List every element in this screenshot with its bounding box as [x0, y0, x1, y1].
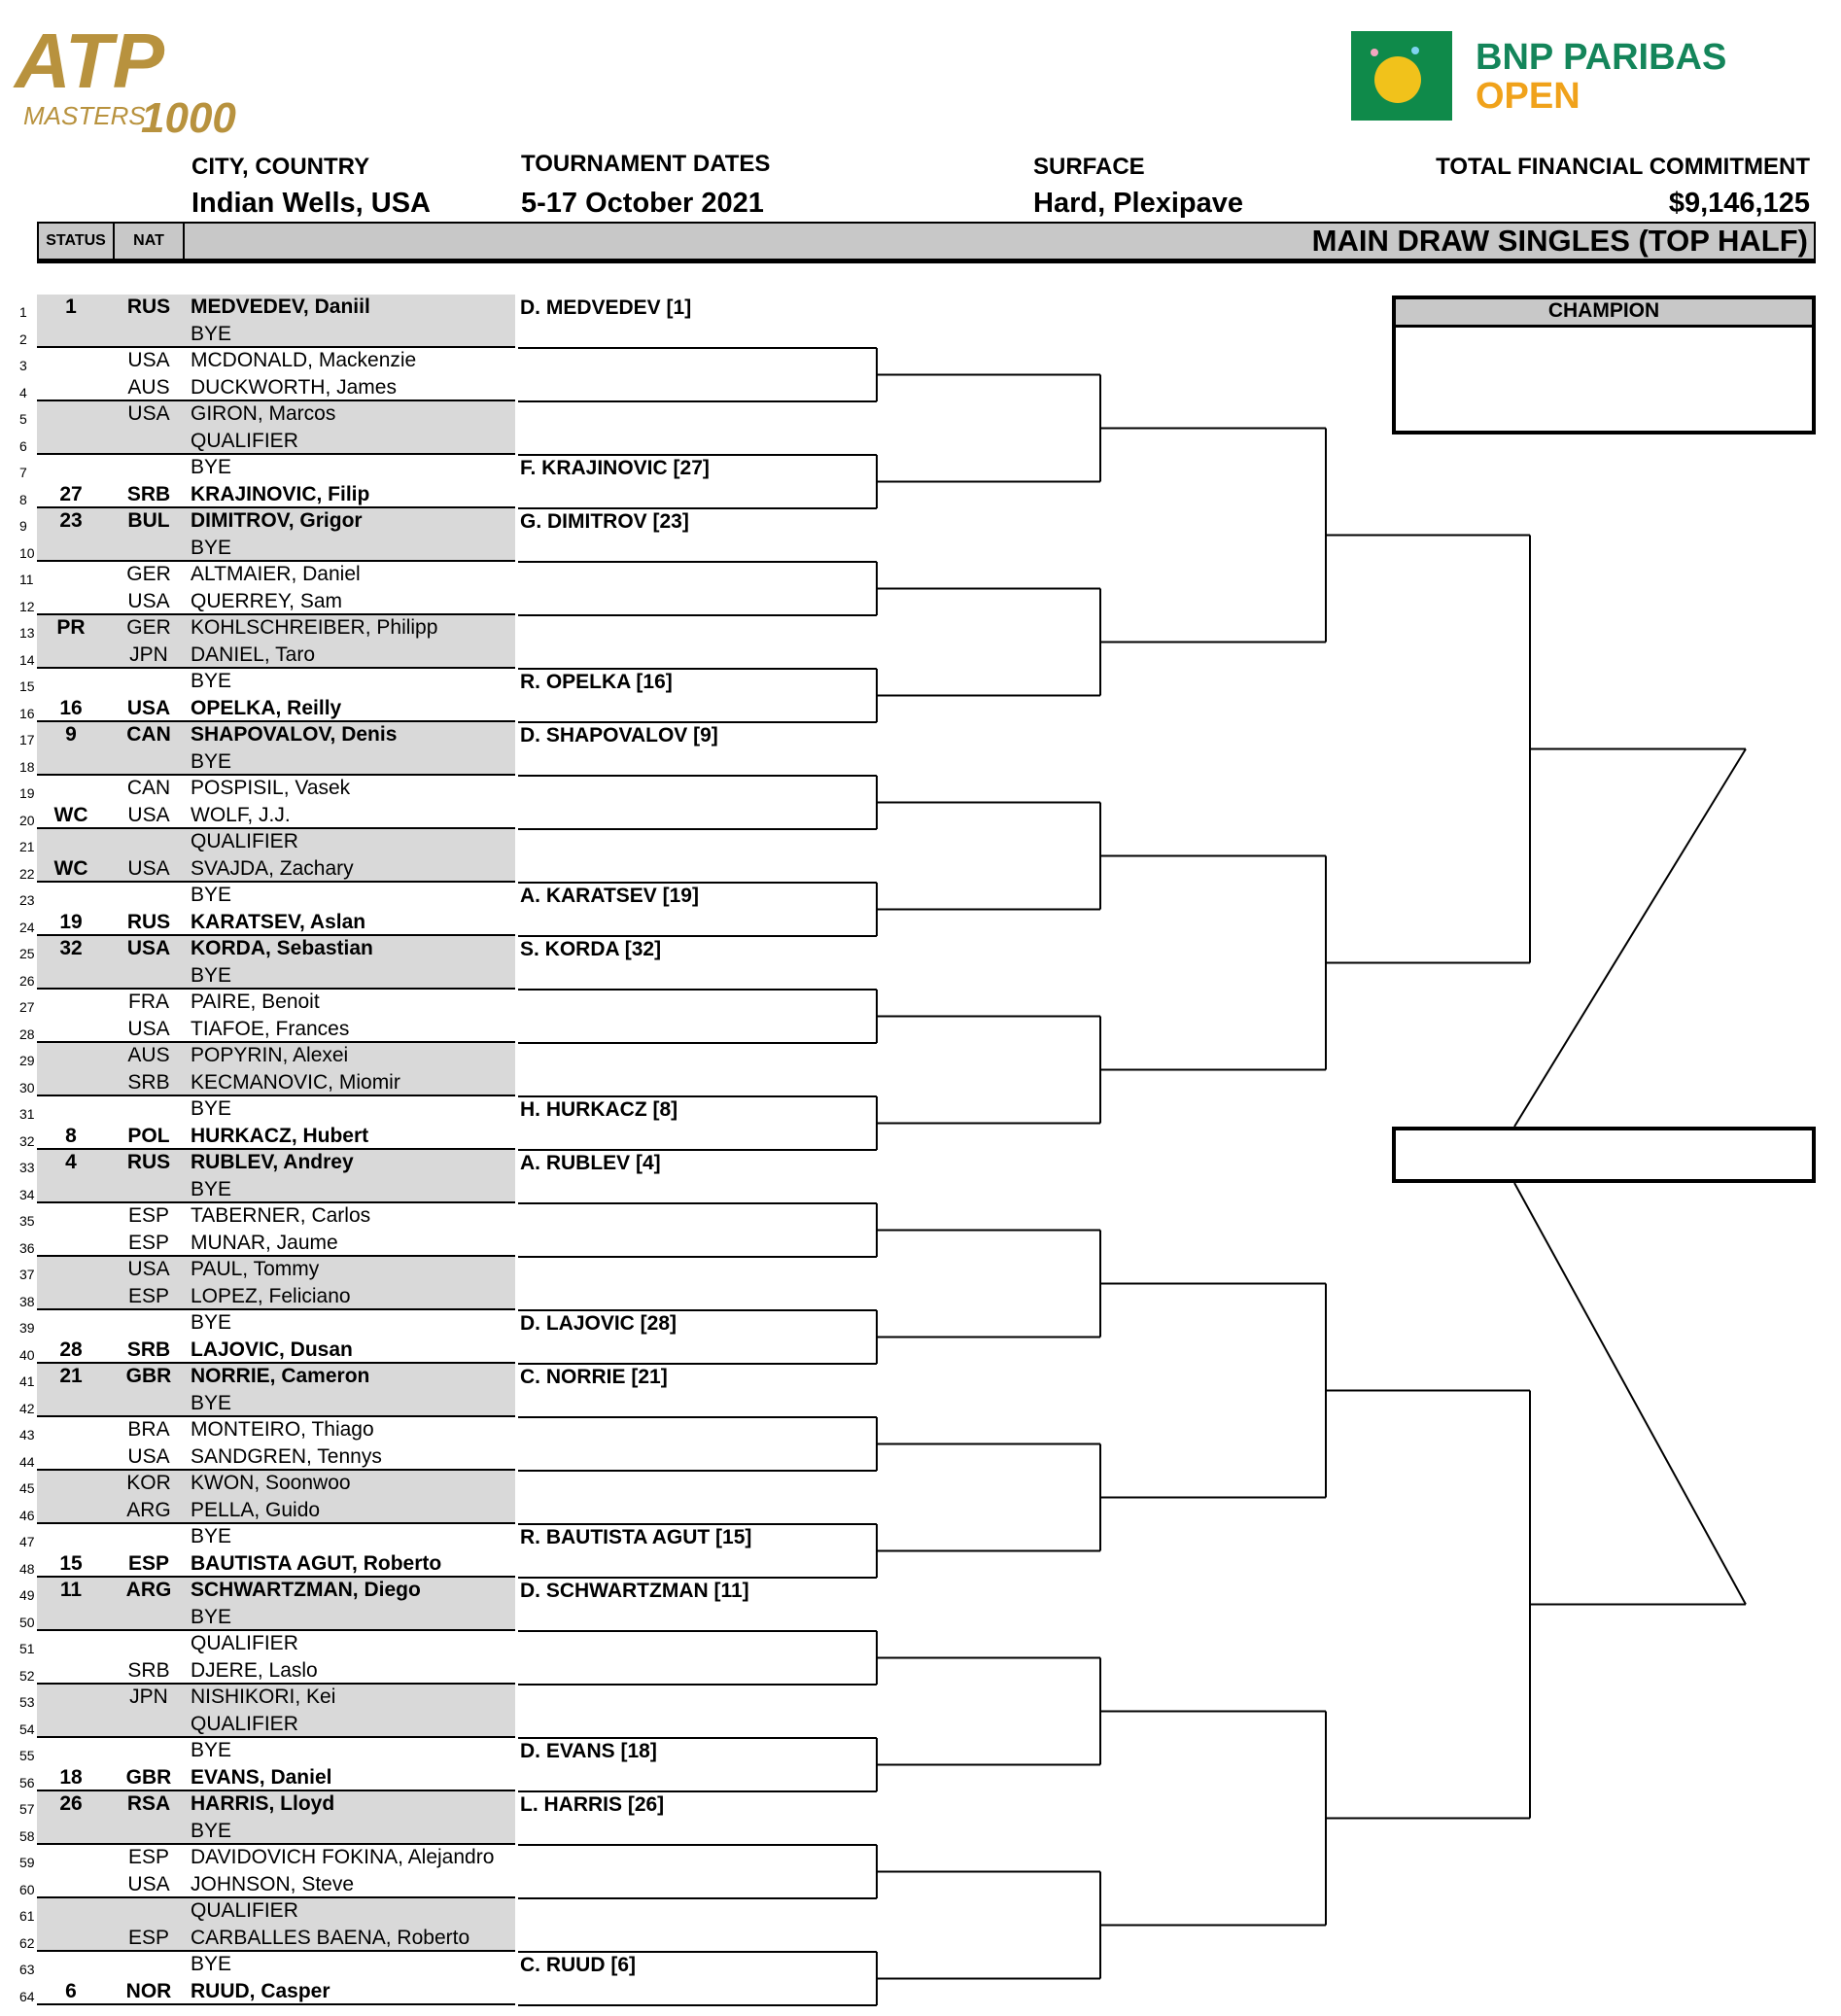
player-name: CARBALLES BAENA, Roberto	[191, 1926, 470, 1949]
city-value: Indian Wells, USA	[191, 188, 432, 219]
draw-position: 24	[19, 919, 35, 935]
draw-position: 2	[19, 330, 27, 347]
player-name: PAIRE, Benoit	[191, 991, 320, 1013]
nationality: JPN	[129, 643, 168, 666]
player-name: EVANS, Daniel	[191, 1765, 332, 1789]
draw-position: 25	[19, 946, 35, 961]
nationality: RUS	[126, 1151, 171, 1173]
player-name: QUERREY, Sam	[191, 589, 342, 612]
nationality: ESP	[127, 1231, 170, 1254]
nationality: GBR	[125, 1765, 172, 1789]
player-name: TABERNER, Carlos	[191, 1204, 371, 1227]
draw-position: 21	[19, 839, 35, 854]
nationality: ESP	[127, 1926, 170, 1949]
draw-position: 43	[19, 1427, 35, 1442]
round2-entry: D. EVANS [18]	[520, 1740, 657, 1762]
status-seed: 16	[59, 696, 83, 719]
draw-position: 63	[19, 1962, 35, 1977]
draw-position: 37	[19, 1267, 35, 1282]
status-seed: 27	[59, 482, 83, 505]
draw-position: 9	[19, 518, 27, 534]
status-seed: WC	[53, 856, 88, 880]
draw-position: 57	[19, 1801, 35, 1817]
draw-position: 47	[19, 1534, 35, 1549]
player-name: POPYRIN, Alexei	[191, 1044, 349, 1066]
player-name: RUBLEV, Andrey	[191, 1151, 354, 1173]
draw-title: MAIN DRAW SINGLES (TOP HALF)	[185, 224, 1814, 259]
status-seed: 26	[59, 1792, 83, 1815]
nationality: USA	[127, 589, 170, 612]
draw-position: 11	[19, 572, 34, 587]
draw-position: 44	[19, 1453, 35, 1470]
player-name: SVAJDA, Zachary	[191, 856, 354, 880]
round2-entry: R. BAUTISTA AGUT [15]	[520, 1526, 752, 1548]
player-name: KRAJINOVIC, Filip	[191, 482, 370, 505]
draw-position: 22	[19, 865, 35, 882]
draw-position: 6	[19, 437, 27, 454]
nationality: SRB	[126, 1338, 171, 1361]
player-name: DAVIDOVICH FOKINA, Alejandro	[191, 1846, 495, 1868]
status-seed: 8	[65, 1124, 77, 1147]
draw-position: 16	[19, 705, 35, 721]
round2-entry: D. MEDVEDEV [1]	[520, 296, 692, 319]
champion-label: CHAMPION	[1396, 299, 1812, 328]
draw-position: 33	[19, 1160, 35, 1175]
draw-position: 7	[19, 465, 27, 480]
player-name: BYE	[191, 1311, 232, 1334]
player-name: BYE	[191, 456, 232, 478]
nationality: USA	[127, 1872, 170, 1895]
draw-position: 48	[19, 1560, 35, 1577]
round2-entry: G. DIMITROV [23]	[520, 510, 689, 533]
player-name: HARRIS, Lloyd	[191, 1792, 335, 1815]
draw-position: 56	[19, 1774, 35, 1790]
draw-position: 55	[19, 1748, 35, 1763]
draw-position: 4	[19, 384, 27, 400]
player-name: KECMANOVIC, Miomir	[191, 1070, 400, 1094]
draw-position: 18	[19, 758, 35, 775]
champion-box	[1392, 295, 1816, 434]
draw-position: 5	[19, 411, 27, 427]
player-name: HURKACZ, Hubert	[191, 1124, 369, 1147]
player-name: POSPISIL, Vasek	[191, 777, 351, 799]
nationality: SRB	[127, 1070, 170, 1094]
round2-entry: D. SHAPOVALOV [9]	[520, 724, 718, 747]
final-diagonal	[1514, 1183, 1746, 1605]
draw-position: 3	[19, 358, 27, 373]
draw-position: 40	[19, 1346, 35, 1363]
player-name: BYE	[191, 322, 232, 345]
player-name: KOHLSCHREIBER, Philipp	[191, 616, 438, 639]
nat-column-header: NAT	[115, 224, 185, 259]
finalist-box	[1392, 1127, 1816, 1183]
round2-entry: C. RUUD [6]	[520, 1954, 636, 1976]
nationality: USA	[127, 1017, 170, 1040]
player-name: BYE	[191, 1391, 232, 1414]
nationality: AUS	[127, 375, 170, 399]
nationality: USA	[127, 402, 170, 425]
player-name: GIRON, Marcos	[191, 402, 336, 425]
player-name: BYE	[191, 1097, 232, 1120]
draw-position: 38	[19, 1293, 35, 1309]
nationality: RSA	[126, 1792, 171, 1815]
status-column-header: STATUS	[39, 224, 115, 259]
draw-position: 50	[19, 1614, 35, 1630]
player-name: QUALIFIER	[191, 1712, 298, 1735]
draw-position: 54	[19, 1721, 35, 1737]
round2-entry: H. HURKACZ [8]	[520, 1098, 678, 1121]
nationality: CAN	[126, 777, 171, 799]
round2-entry: L. HARRIS [26]	[520, 1793, 665, 1816]
status-seed: 19	[59, 910, 83, 933]
draw-position: 34	[19, 1186, 35, 1202]
round2-entry: S. KORDA [32]	[520, 938, 662, 960]
draw-position: 62	[19, 1934, 35, 1951]
player-name: BYE	[191, 963, 232, 987]
status-seed: PR	[56, 616, 86, 639]
nationality: USA	[127, 803, 170, 826]
nationality: BUL	[127, 509, 170, 532]
nationality: GBR	[125, 1365, 172, 1387]
draw-position: 60	[19, 1881, 35, 1897]
draw-position: 1	[19, 304, 27, 320]
player-name: MCDONALD, Mackenzie	[191, 349, 417, 371]
player-name: BAUTISTA AGUT, Roberto	[191, 1551, 442, 1575]
nationality: ARG	[125, 1579, 172, 1601]
draw-position: 13	[19, 625, 35, 641]
nationality: SRB	[127, 1658, 170, 1682]
nationality: USA	[127, 349, 170, 371]
player-name: PELLA, Guido	[191, 1498, 321, 1521]
draw-position: 8	[19, 491, 27, 507]
player-name: MONTEIRO, Thiago	[191, 1418, 374, 1441]
player-name: BYE	[191, 884, 232, 906]
draw-position: 32	[19, 1132, 35, 1149]
bnp-logo-line2: OPEN	[1476, 76, 1580, 117]
nationality: AUS	[127, 1044, 170, 1066]
draw-position: 53	[19, 1694, 35, 1710]
nationality: ESP	[127, 1551, 170, 1575]
draw-position: 15	[19, 678, 35, 694]
draw-position: 30	[19, 1079, 35, 1095]
player-name: DJERE, Laslo	[191, 1658, 318, 1682]
player-name: MEDVEDEV, Daniil	[191, 295, 370, 318]
atp-logo-sub: MASTERS	[23, 101, 146, 130]
commitment-value: $9,146,125	[1668, 188, 1810, 219]
nationality: USA	[127, 856, 170, 880]
draw-position: 61	[19, 1908, 35, 1924]
status-seed: 4	[65, 1151, 77, 1173]
player-name: LOPEZ, Feliciano	[191, 1284, 351, 1307]
draw-position: 27	[19, 999, 35, 1015]
nationality: GER	[126, 563, 171, 585]
draw-position: 64	[19, 1988, 35, 2004]
draw-position: 46	[19, 1507, 35, 1523]
status-seed: 32	[59, 937, 83, 959]
status-seed: 11	[59, 1579, 83, 1601]
nationality: JPN	[129, 1686, 168, 1708]
player-name: QUALIFIER	[191, 1632, 298, 1654]
player-name: JOHNSON, Steve	[191, 1872, 355, 1895]
draw-position: 10	[19, 544, 35, 561]
draw-position: 58	[19, 1827, 35, 1844]
player-name: BYE	[191, 670, 232, 692]
player-name: BYE	[191, 1953, 232, 1975]
player-name: NISHIKORI, Kei	[191, 1686, 336, 1708]
nationality: USA	[126, 696, 171, 719]
status-seed: 9	[65, 723, 77, 746]
player-name: BYE	[191, 1525, 232, 1547]
player-name: QUALIFIER	[191, 429, 298, 452]
draw-position: 49	[19, 1587, 35, 1603]
draw-position: 42	[19, 1400, 35, 1416]
nationality: POL	[127, 1124, 170, 1147]
player-name: BYE	[191, 749, 232, 773]
nationality: ESP	[127, 1204, 170, 1227]
nationality: USA	[127, 1444, 170, 1468]
status-seed: 6	[65, 1979, 77, 2002]
round2-entry: C. NORRIE [21]	[520, 1366, 668, 1388]
player-name: BYE	[191, 1819, 232, 1842]
player-name: KWON, Soonwoo	[191, 1472, 351, 1494]
player-name: RUUD, Casper	[191, 1979, 330, 2002]
draw-position: 29	[19, 1053, 35, 1068]
draw-position: 52	[19, 1667, 35, 1684]
draw-position: 28	[19, 1025, 35, 1042]
player-name: SANDGREN, Tennys	[191, 1444, 382, 1468]
player-name: BYE	[191, 1177, 232, 1200]
draw-position: 45	[19, 1480, 35, 1496]
player-name: TIAFOE, Frances	[191, 1017, 350, 1040]
nationality: USA	[126, 937, 171, 959]
nationality: ESP	[127, 1284, 170, 1307]
status-seed: 28	[59, 1338, 83, 1361]
round2-entry: D. LAJOVIC [28]	[520, 1312, 677, 1335]
round2-entry: F. KRAJINOVIC [27]	[520, 457, 710, 479]
nationality: CAN	[126, 723, 171, 746]
nationality: SRB	[126, 482, 171, 505]
city-label: CITY, COUNTRY	[191, 154, 370, 180]
player-name: SCHWARTZMAN, Diego	[191, 1579, 421, 1601]
nationality: RUS	[126, 910, 171, 933]
draw-position: 59	[19, 1855, 35, 1870]
draw-position: 41	[19, 1373, 35, 1389]
nationality: BRA	[127, 1418, 170, 1441]
bnp-logo-line1: BNP PARIBAS	[1476, 37, 1727, 78]
round2-entry: D. SCHWARTZMAN [11]	[520, 1580, 749, 1602]
nationality: NOR	[125, 1979, 172, 2002]
draw-position: 12	[19, 598, 35, 614]
player-name: ALTMAIER, Daniel	[191, 563, 361, 585]
player-name: WOLF, J.J.	[191, 803, 291, 826]
draw-position: 20	[19, 812, 35, 828]
draw-position: 35	[19, 1213, 35, 1229]
status-seed: 18	[59, 1765, 83, 1789]
player-name: LAJOVIC, Dusan	[191, 1338, 353, 1361]
player-name: BYE	[191, 1605, 232, 1628]
player-name: DANIEL, Taro	[191, 643, 315, 666]
round2-entry: A. RUBLEV [4]	[520, 1152, 661, 1174]
round2-entry: A. KARATSEV [19]	[520, 885, 699, 907]
status-seed: 21	[59, 1365, 83, 1387]
nationality: RUS	[126, 295, 171, 318]
draw-position: 14	[19, 651, 35, 668]
draw-position: 17	[19, 732, 35, 747]
draw-position: 26	[19, 972, 35, 989]
nationality: KOR	[126, 1472, 171, 1494]
commitment-label: TOTAL FINANCIAL COMMITMENT	[1436, 154, 1810, 180]
dates-value: 5-17 October 2021	[521, 188, 764, 219]
status-seed: 23	[59, 509, 83, 532]
dates-label: TOURNAMENT DATES	[521, 151, 771, 177]
player-name: BYE	[191, 1739, 232, 1761]
status-seed: WC	[53, 803, 88, 826]
final-diagonal	[1514, 749, 1746, 1128]
draw-position: 36	[19, 1239, 35, 1256]
nationality: USA	[127, 1258, 170, 1280]
status-seed: 1	[65, 295, 77, 318]
nationality: ARG	[126, 1498, 171, 1521]
nationality: FRA	[128, 991, 169, 1013]
draw-position: 19	[19, 785, 35, 801]
player-name: PAUL, Tommy	[191, 1258, 320, 1280]
draw-position: 23	[19, 892, 35, 908]
atp-logo-num: 1000	[141, 94, 236, 134]
player-name: OPELKA, Reilly	[191, 696, 342, 719]
surface-label: SURFACE	[1033, 154, 1145, 180]
player-name: KARATSEV, Aslan	[191, 910, 366, 933]
player-name: DIMITROV, Grigor	[191, 509, 363, 532]
nationality: GER	[126, 616, 171, 639]
player-name: NORRIE, Cameron	[191, 1365, 370, 1387]
round2-entry: R. OPELKA [16]	[520, 671, 673, 693]
player-name: BYE	[191, 536, 232, 559]
status-seed: 15	[59, 1551, 83, 1575]
player-name: MUNAR, Jaume	[191, 1231, 338, 1254]
nationality: ESP	[127, 1846, 170, 1868]
draw-position: 51	[19, 1641, 35, 1656]
player-name: SHAPOVALOV, Denis	[191, 723, 398, 746]
player-name: DUCKWORTH, James	[191, 375, 397, 399]
surface-value: Hard, Plexipave	[1033, 188, 1243, 219]
player-name: QUALIFIER	[191, 1899, 298, 1922]
atp-logo-main: ATP	[15, 17, 165, 104]
player-name: KORDA, Sebastian	[191, 937, 373, 959]
player-name: QUALIFIER	[191, 830, 298, 852]
draw-position: 31	[19, 1106, 35, 1122]
draw-position: 39	[19, 1320, 35, 1336]
